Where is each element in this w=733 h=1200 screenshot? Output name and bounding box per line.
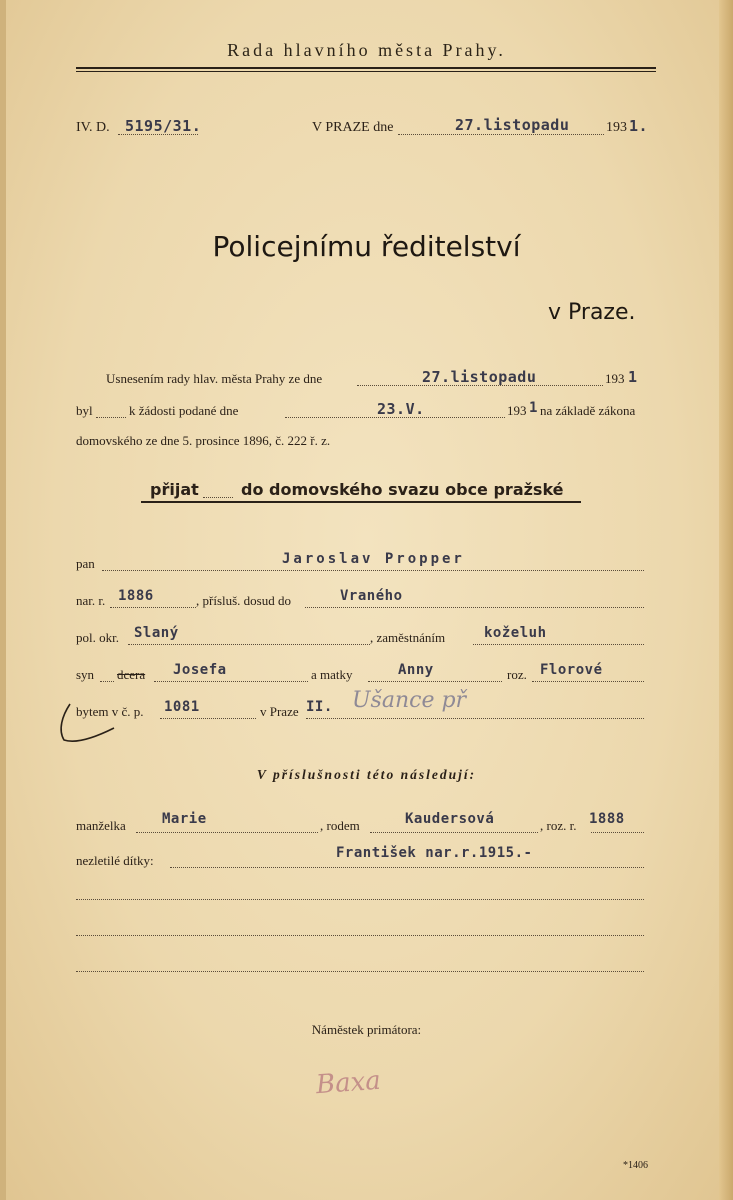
domicile: Vraného <box>340 588 403 604</box>
father-name: Josefa <box>173 662 227 678</box>
paper-edge-left <box>0 0 6 1200</box>
children-entry: František nar.r.1915.- <box>336 845 533 861</box>
son-label: syn <box>76 667 95 682</box>
header-rule-thick <box>76 67 656 69</box>
ref-number: 5195/31. <box>125 117 202 135</box>
request-date: 23.V. <box>377 400 425 418</box>
mother-name: Anny <box>398 662 434 678</box>
mother-label: a matky <box>311 667 353 682</box>
request-label: k žádosti podané dne <box>129 403 239 418</box>
born-label: nar. r. <box>76 593 106 608</box>
born-dots <box>110 607 196 608</box>
name-dots <box>102 570 644 571</box>
addressee-title: Policejnímu ředitelství <box>212 230 521 263</box>
date-dots <box>398 134 604 135</box>
pan-label: pan <box>76 556 95 571</box>
city-label: v Praze <box>260 704 299 719</box>
wife-maiden-dots <box>370 832 538 833</box>
maiden-dots <box>532 681 644 682</box>
wife-label: manželka <box>76 818 126 833</box>
admission-rest: do domovského svazu obce pražské <box>241 480 564 499</box>
district-number: II. <box>306 699 333 715</box>
children-dots-4 <box>76 971 644 972</box>
wife-dots <box>136 832 318 833</box>
maiden-label: roz. <box>507 667 527 682</box>
request-year-suffix: 1 <box>529 400 538 416</box>
pencil-note: Ušance př <box>352 688 467 713</box>
law-text-2: domovského ze dne 5. prosince 1896, č. 222 ř. z. <box>76 433 331 448</box>
son-dots <box>100 681 114 682</box>
admission-dots <box>203 497 233 498</box>
occupation-dots <box>473 644 644 645</box>
signature-label: Náměstek primátora: <box>311 1022 422 1037</box>
residence-label: bytem v č. p. <box>76 704 144 719</box>
mother-maiden: Florové <box>540 662 603 678</box>
house-number: 1081 <box>164 699 200 715</box>
form-number: *1406 <box>623 1160 648 1171</box>
city-dots <box>306 718 644 719</box>
addressee-city: v Praze. <box>548 300 636 325</box>
wife-born-year: 1888 <box>589 811 625 827</box>
handwritten-signature: Baxa <box>315 1065 382 1101</box>
house-number-dots <box>160 718 256 719</box>
ref-year-prefix: 193 <box>606 120 627 135</box>
person-name: Jaroslav Propper <box>282 551 465 567</box>
admission-word: přijat <box>150 480 199 499</box>
ref-prefix: IV. D. <box>76 120 110 135</box>
admission-underline <box>141 501 581 503</box>
header-rule-thin <box>76 71 656 72</box>
children-dots-3 <box>76 935 644 936</box>
institution-header: Rada hlavního města Prahy. <box>227 40 506 60</box>
district: Slaný <box>134 625 179 641</box>
byl-label: byl <box>76 403 93 418</box>
wife-maiden: Kaudersová <box>405 811 495 827</box>
resolution-year-prefix: 193 <box>605 371 625 386</box>
resolution-year-suffix: 1 <box>628 368 638 386</box>
occupation-label: , zaměstnáním <box>370 630 446 645</box>
district-dots <box>128 644 370 645</box>
law-text-1: na základě zákona <box>540 403 636 418</box>
children-label: nezletilé dítky: <box>76 853 154 868</box>
resolution-date: 27.listopadu <box>422 368 537 386</box>
wife-born-dots <box>591 832 644 833</box>
children-dots-2 <box>76 899 644 900</box>
children-dots-1 <box>170 867 644 868</box>
paper-edge-right <box>719 0 733 1200</box>
request-year-prefix: 193 <box>507 403 527 418</box>
district-label: pol. okr. <box>76 630 119 645</box>
wife-born-label: , roz. r. <box>540 818 577 833</box>
wife-name: Marie <box>162 811 207 827</box>
byl-dots <box>96 417 126 418</box>
born-year: 1886 <box>118 588 154 604</box>
father-dots <box>154 681 308 682</box>
domicile-label: , přísluš. dosud do <box>196 593 291 608</box>
daughter-label-struck: dcera <box>117 667 146 682</box>
wife-maiden-label: , rodem <box>320 818 360 833</box>
resolution-text: Usnesením rady hlav. města Prahy ze dne <box>106 371 323 386</box>
domicile-dots <box>305 607 644 608</box>
place-label: V PRAZE dne <box>312 120 394 135</box>
mother-dots <box>368 681 502 682</box>
occupation: koželuh <box>484 625 547 641</box>
ref-date: 27.listopadu <box>455 116 570 134</box>
family-heading: V příslušnosti této následují: <box>256 767 477 782</box>
ref-year-suffix: 1. <box>629 117 649 135</box>
